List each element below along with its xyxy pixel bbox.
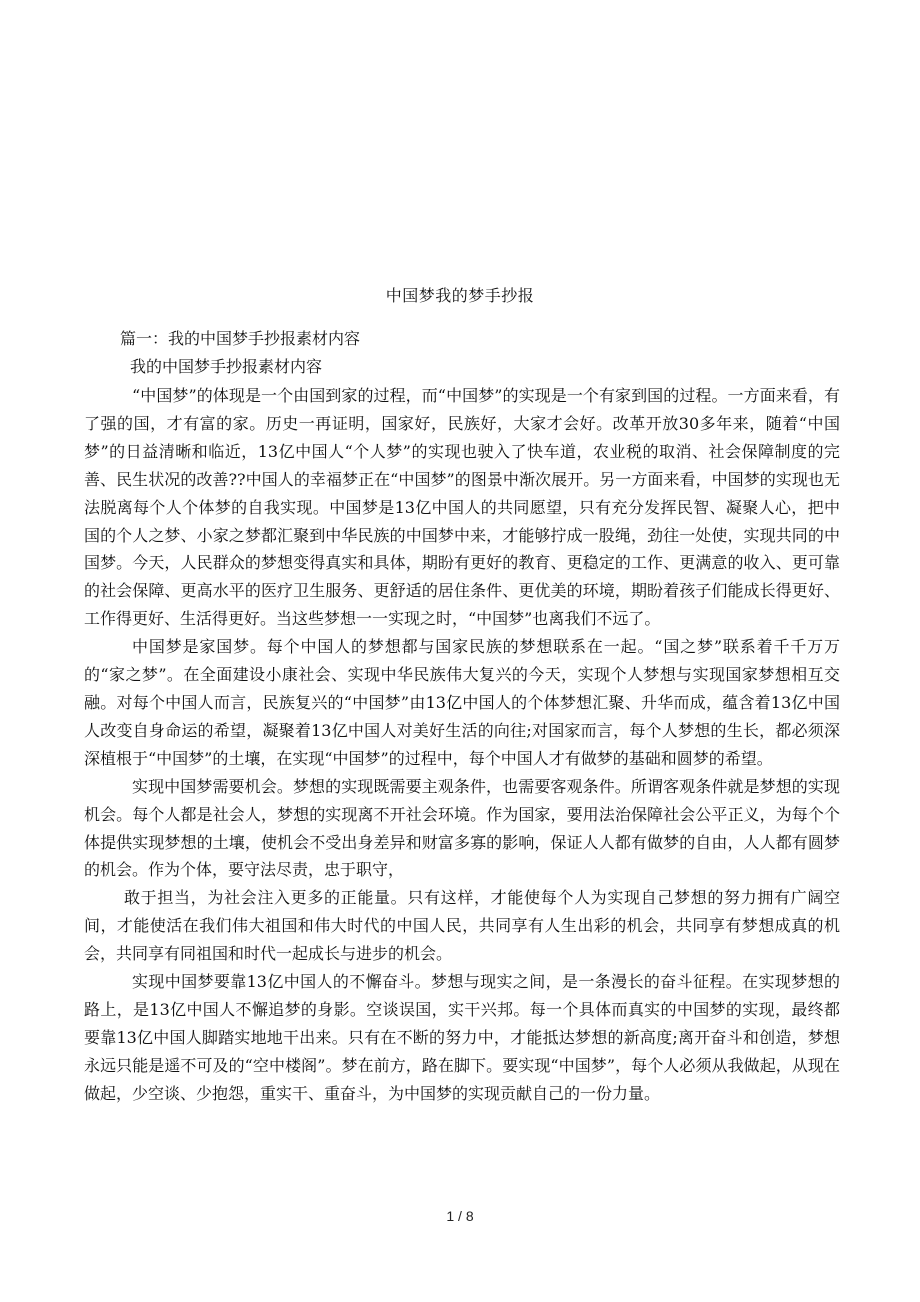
document-body <box>84 382 840 1108</box>
paragraph-2: 中国梦是家国梦。每个中国人的梦想都与国家民族的梦想联系在一起。“国之梦”联系着千千万万的“家之梦”。在全面建设小康社会、实现中华民族伟大复兴的今天，实现个人梦想与实现国家梦想相互交融。对每个中国人而言，民族复兴的“中国梦”由13亿中国人的个体梦想汇聚、升华而成，蕴含着13亿中国人改变自身命运的希望，凝聚着13亿中国人对美好生活的向往;对国家而言，每个人梦想的生长，都必须深深植根于“中国梦”的土壤，在实现“中国梦”的过程中，每个中国人才有做梦的基础和圆梦的希望。 <box>84 637 840 768</box>
section-subheading: 我的中国梦手抄报素材内容 <box>130 357 323 376</box>
paragraph-1: “中国梦”的体现是一个由国到家的过程，而“中国梦”的实现是一个有家到国的过程。一方面来看，有了强的国，才有富的家。历史一再证明，国家好，民族好，大家才会好。改革开放30多年来，随着“中国梦”的日益清晰和临近，13亿中国人“个人梦”的实现也驶入了快车道，农业税的取消、社会保障制度的完善、民生状况的改善??中国人的幸福梦正在“中国梦”的图景中渐次展开。另一方面来看，中国梦的实现也无法脱离每个人个体梦的自我实现。中国梦是13亿中国人的共同愿望，只有充分发挥民智、凝聚人心，把中国的个人之梦、小家之梦都汇聚到中华民族的中国梦中来，才能够拧成一股绳，劲往一处使，实现共同的中国梦。今天，人民群众的梦想变得真实和具体，期盼有更好的教育、更稳定的工作、更满意的收入、更可靠的社会保障、更高水平的医疗卫生服务、更舒适的居住条件、更优美的环境，期盼着孩子们能成长得更好、工作得更好、生活得更好。当这些梦想一一实现之时，“中国梦”也离我们不远了。 <box>84 386 840 629</box>
section-heading: 篇一：我的中国梦手抄报素材内容 <box>120 329 361 348</box>
paragraph-5: 实现中国梦要靠13亿中国人的不懈奋斗。梦想与现实之间，是一条漫长的奋斗征程。在实现梦想的路上，是13亿中国人不懈追梦的身影。空谈误国，实干兴邦。每一个具体而真实的中国梦的实现，最终都要靠13亿中国人脚踏实地地干出来。只有在不断的努力中，才能抵达梦想的新高度;离开奋斗和创造，梦想永远只能是遥不可及的“空中楼阁”。梦在前方，路在脚下。要实现“中国梦”，每个人必须从我做起，从现在做起，少空谈、少抱怨，重实干、重奋斗，为中国梦的实现贡献自己的一份力量。 <box>84 972 840 1103</box>
page-number: 1 / 8 <box>446 1208 474 1224</box>
document-title: 中国梦我的梦手抄报 <box>385 286 535 305</box>
paragraph-3: 实现中国梦需要机会。梦想的实现既需要主观条件，也需要客观条件。所谓客观条件就是梦想的实现机会。每个人都是社会人，梦想的实现离不开社会环境。作为国家，要用法治保障社会公平正义，为每个个体提供实现梦想的土壤，使机会不受出身差异和财富多寡的影响，保证人人都有做梦的自由，人人都有圆梦的机会。作为个体，要守法尽责，忠于职守， <box>84 776 840 880</box>
paragraph-4: 敢于担当，为社会注入更多的正能量。只有这样，才能使每个人为实现自己梦想的努力拥有广阔空间，才能使活在我们伟大祖国和伟大时代的中国人民，共同享有人生出彩的机会，共同享有梦想成真的机会，共同享有同祖国和时代一起成长与进步的机会。 <box>84 888 840 964</box>
